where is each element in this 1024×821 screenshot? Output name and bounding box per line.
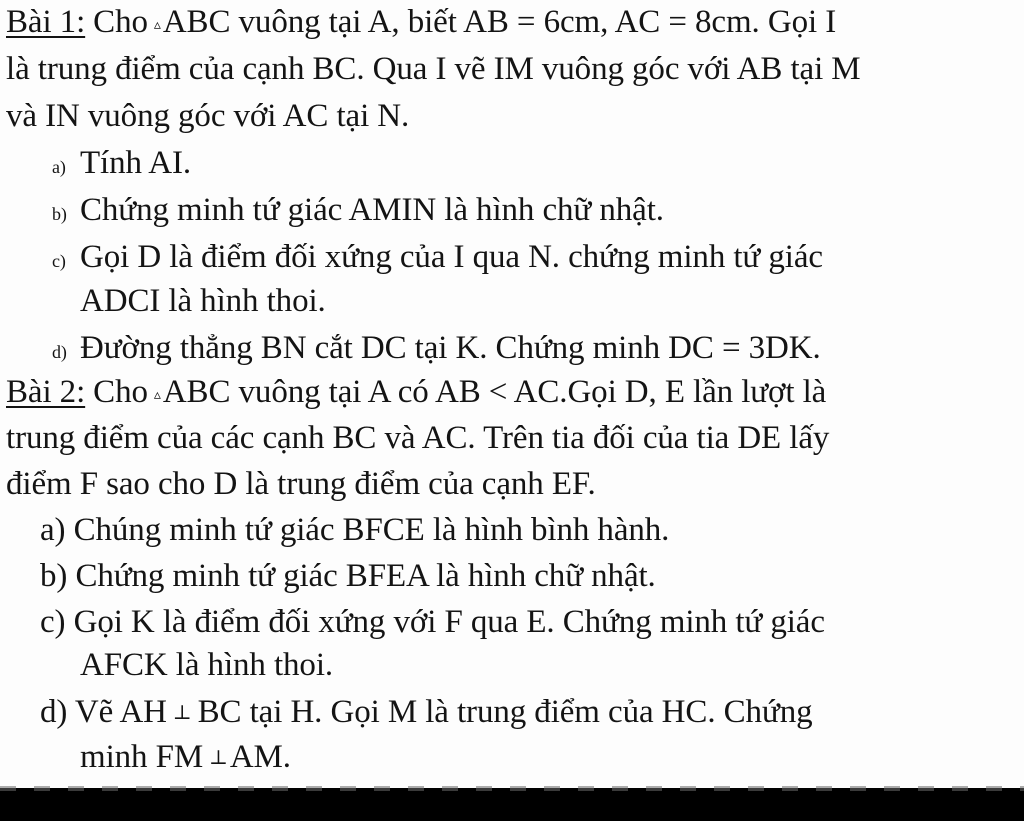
bai1-line-1 — [6, 0, 836, 48]
bai1-item-b — [52, 188, 664, 236]
bai2-item-d2-pre: minh FM — [80, 739, 204, 775]
cutoff-text-fragments — [0, 786, 1024, 791]
bai2-item-a: a) Chúng minh tứ giác BFCE là hình bình hành. — [40, 512, 670, 548]
bai1-item-c-cont: ADCI là hình thoi. — [80, 283, 326, 319]
perpendicular-icon: ⊥ — [172, 702, 192, 724]
bottom-black-bar — [0, 788, 1024, 821]
triangle-icon: ▵ — [153, 18, 161, 33]
bai2-heading: Bài 2: — [6, 374, 86, 410]
bai1-item-b-label: b) — [52, 204, 67, 224]
bai1-line1-post: ABC vuông tại A, biết AB = 6cm, AC = 8cm. Gọi I — [162, 4, 837, 40]
bai1-line1-pre: Cho — [93, 4, 148, 40]
bai2-item-b: b) Chứng minh tứ giác BFEA là hình chữ nhật. — [40, 558, 656, 594]
bai1-item-b-text: Chứng minh tứ giác AMIN là hình chữ nhật. — [80, 192, 664, 228]
bai2-item-d-pre: d) Vẽ AH — [40, 694, 167, 730]
bai1-heading: Bài 1: — [6, 4, 86, 40]
bai2-line1-post: ABC vuông tại A có AB < AC.Gọi D, E lần lượt là — [162, 374, 827, 410]
bai1-item-d-label: d) — [52, 342, 67, 362]
bai2-item-c-cont: AFCK là hình thoi. — [80, 647, 334, 683]
bai2-line1-pre: Cho — [93, 374, 148, 410]
bai1-item-c-text: Gọi D là điểm đối xứng của I qua N. chứng minh tứ giác — [80, 239, 823, 275]
bai2-item-d-cont — [80, 735, 291, 780]
bai2-item-d-post: BC tại H. Gọi M là trung điểm của HC. Chứng — [197, 694, 813, 730]
triangle-icon: ▵ — [153, 388, 161, 403]
bai1-line-2: là trung điểm của cạnh BC. Qua I vẽ IM vuông góc với AB tại M — [6, 51, 861, 87]
bai2-line-2: trung điểm của các cạnh BC và AC. Trên tia đối của tia DE lấy — [6, 420, 830, 456]
bai2-item-d2-post: AM. — [229, 739, 291, 775]
bai1-line-3: và IN vuông góc với AC tại N. — [6, 98, 410, 134]
bai1-item-c-label: c) — [52, 251, 66, 271]
perpendicular-icon: ⊥ — [209, 747, 228, 769]
bai2-item-c: c) Gọi K là điểm đối xứng với F qua E. Chứng minh tứ giác — [40, 604, 825, 640]
bai1-item-d-text: Đường thẳng BN cắt DC tại K. Chứng minh DC = 3DK. — [80, 330, 821, 366]
bai2-item-d — [40, 690, 813, 735]
bai2-line-3: điểm F sao cho D là trung điểm của cạnh EF. — [6, 466, 596, 502]
bai1-item-d — [52, 326, 821, 374]
bai1-item-c — [52, 235, 823, 283]
bai2-line-1 — [6, 370, 826, 418]
bai1-item-a-label: a) — [52, 157, 66, 177]
bai1-item-a — [52, 141, 191, 189]
bai1-item-a-text: Tính AI. — [80, 145, 192, 181]
